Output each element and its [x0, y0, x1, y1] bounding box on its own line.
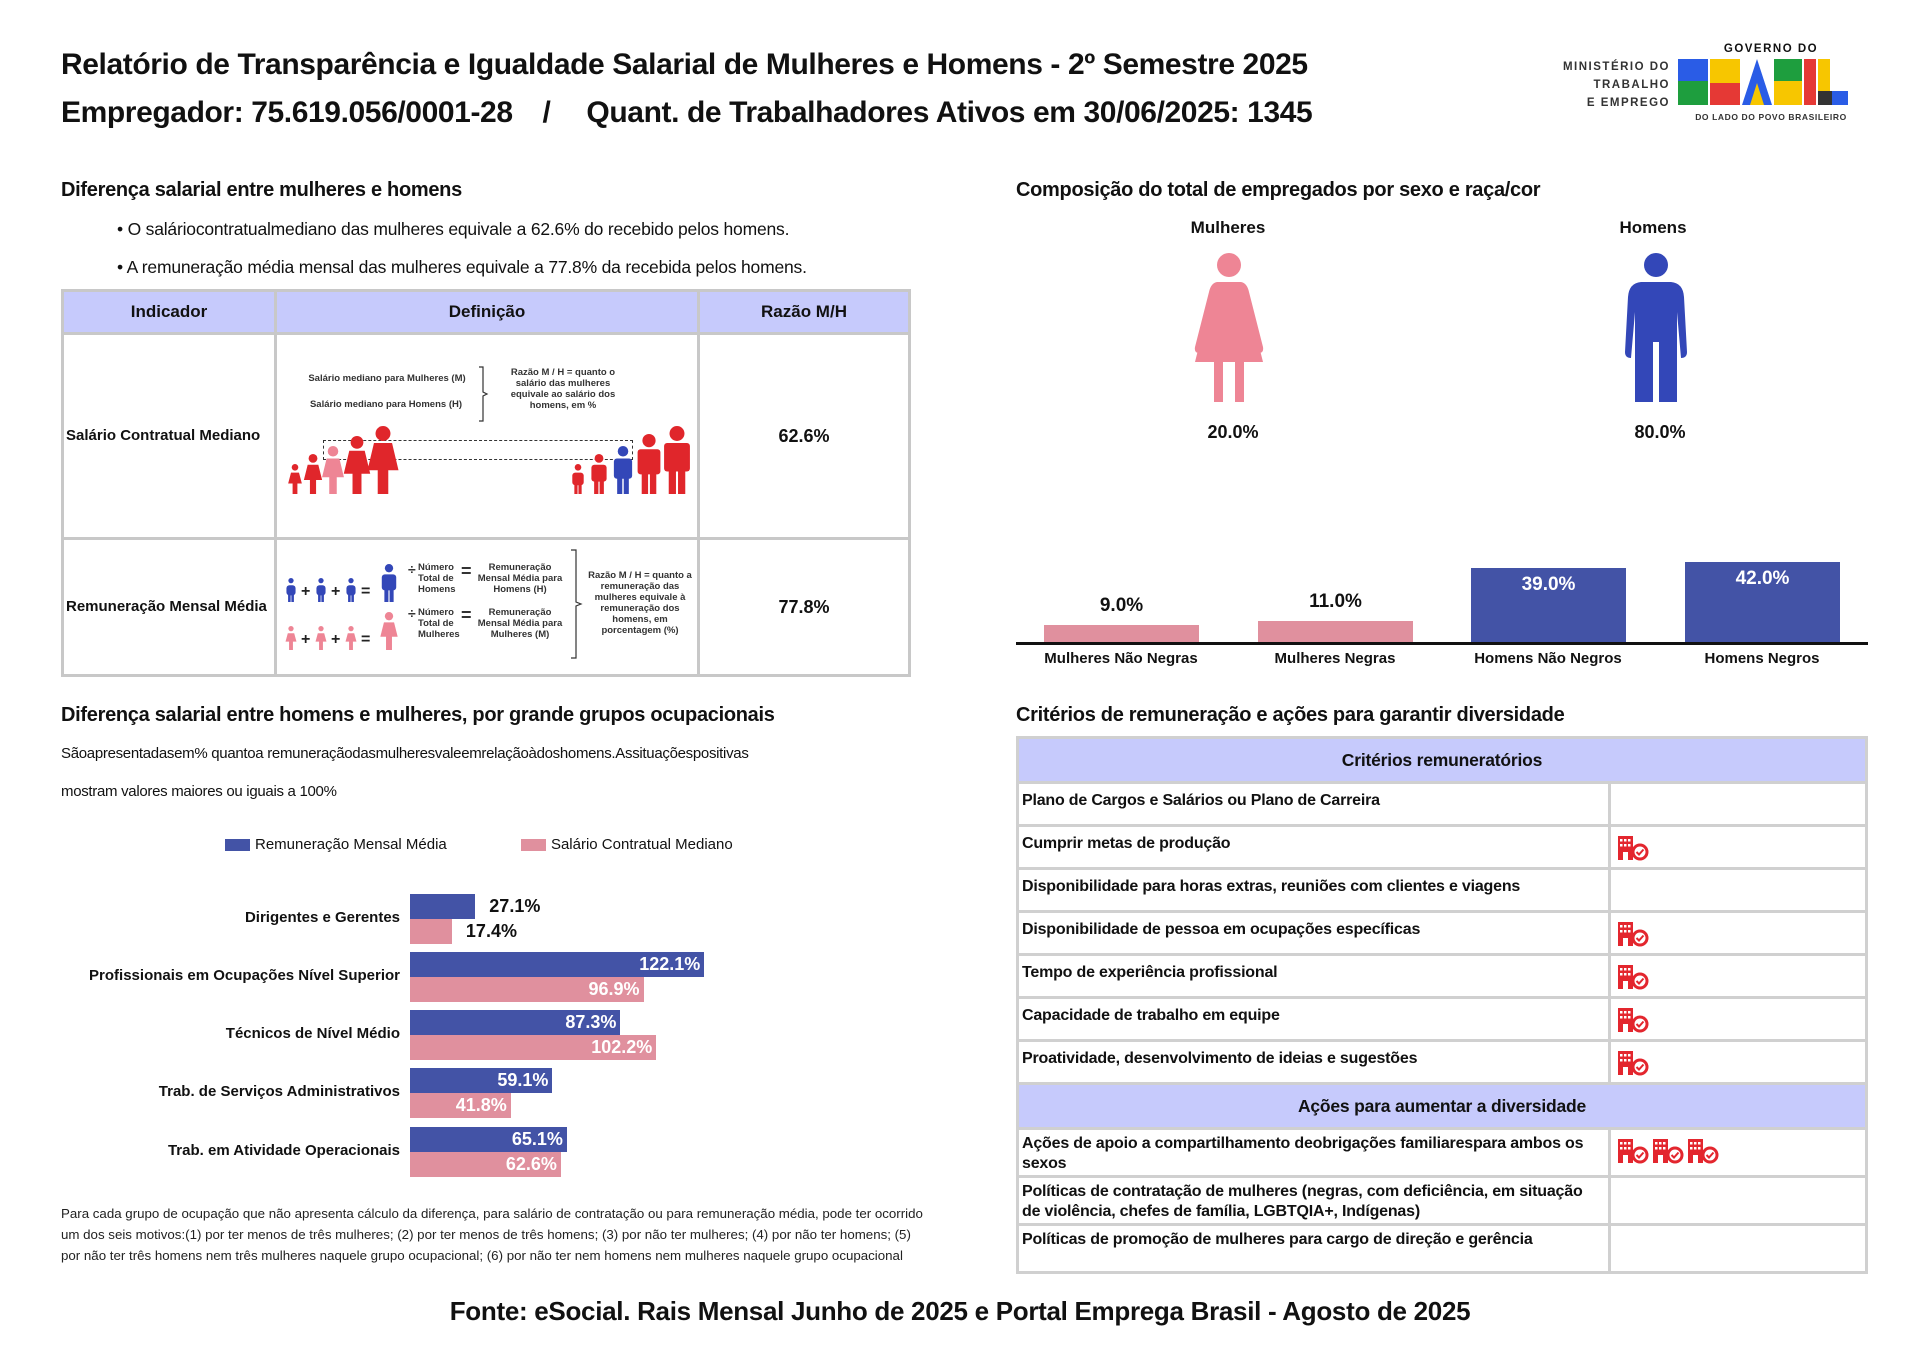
col-definition: Definição [276, 291, 699, 334]
people-figures-icon [283, 425, 697, 495]
ministry-line: TRABALHO [1593, 79, 1670, 91]
occupation-bar-label: 96.9% [588, 979, 640, 999]
table-row [1018, 1041, 1867, 1084]
man-icon [1623, 252, 1689, 402]
def-men-total: Número Total de Homens [418, 561, 456, 595]
active-workers: Quant. de Trabalhadores Ativos em 30/06/2025: 1345 [586, 96, 1313, 129]
race-bar-label: 9.0% [1099, 594, 1144, 616]
race-bar-label: 11.0% [1309, 591, 1362, 613]
ministry-logo-text [1520, 58, 1670, 112]
building-check-icon [1617, 921, 1649, 947]
building-check-icon [1617, 964, 1649, 990]
table-row [1018, 1129, 1867, 1177]
definition-average [276, 539, 699, 676]
brasil-logo-icon [1676, 55, 1866, 107]
def-women-median: Salário mediano para Mulheres (M) [308, 372, 466, 384]
criteria-table [1016, 736, 1868, 1274]
chart-baseline [1016, 642, 1868, 645]
svg-text:+: + [331, 630, 341, 648]
race-category-label: Mulheres Não Negras [1044, 650, 1198, 667]
indicator-label: Remuneração Mensal Média [63, 539, 276, 676]
occupation-bar-label: 65.1% [511, 1129, 563, 1149]
bullet-median: • O saláriocontratualmediano das mulheres equivale a 62.6% do recebido pelos homens. [117, 219, 790, 239]
divide-sign: ÷ [408, 604, 416, 621]
source-footer: Fonte: eSocial. Rais Mensal Junho de 2025 e Portal Emprega Brasil - Agosto de 2025 [449, 1296, 1471, 1326]
def-women-total: Número Total de Mulheres [418, 606, 460, 640]
criteria-heading: Critérios de remuneração e ações para garantir diversidade [1016, 704, 1565, 726]
occupation-label: Técnicos de Nível Médio [225, 1025, 400, 1042]
equals-sign: = [461, 560, 472, 581]
equals-sign: = [461, 604, 472, 625]
building-check-icon [1617, 1050, 1649, 1076]
table-row [1018, 998, 1867, 1041]
bullet-average: • A remuneração média mensal das mulheres equivale a 77.8% da recebida pelos homens. [117, 257, 807, 277]
table-row [63, 334, 910, 539]
building-check-icon [1617, 835, 1649, 861]
men-label: Homens [1619, 218, 1687, 237]
occupational-footnote: Para cada grupo de ocupação que não apresenta cálculo da diferença, para salário de contratação ou para remuneração média, pode ter ocorrido um dos seis motivos:(1) por ter menos de três mulheres; (2) por ter menos de três homens; (3) por não ter mulheres; (4) por não ter homens; (5) por não ter três homens nem três mulheres naquele grupo ocupacional; (6) por não ter nem homens nem mulheres naquele grupo ocupacional [61, 1206, 923, 1263]
building-check-icon [1652, 1138, 1684, 1164]
ratio-average: 77.8% [699, 539, 910, 676]
occupational-desc: mostram valores maiores ou iguais a 100% [61, 783, 337, 800]
table-row [1018, 783, 1867, 826]
occupation-bar-label: 17.4% [465, 921, 517, 941]
svg-text:+: + [301, 630, 311, 648]
race-bar [1258, 621, 1413, 642]
action-label: Políticas de contratação de mulheres (negras, com deficiência, em situação de violência, chefes de família, LGBTQIA+, Indígenas) [1018, 1177, 1610, 1225]
median-people-illustration [283, 425, 697, 495]
occupational-desc: Sãoapresentadasem% quantoa remuneraçãodasmulheresvaleemrelaçãoàdoshomens.Assituaçõespositivas [61, 745, 749, 762]
criteria-icons [1610, 826, 1867, 869]
criteria-label: Proatividade, desenvolvimento de ideias e sugestões [1018, 1041, 1610, 1084]
action-icons [1610, 1177, 1867, 1225]
def-ratio-text: Razão M / H = quanto a remuneração das mulheres equivale à remuneração dos homens, em porcentagem (%) [588, 569, 692, 636]
criteria-label: Disponibilidade de pessoa em ocupações específicas [1018, 912, 1610, 955]
indicator-table [61, 289, 911, 677]
table-row [63, 539, 910, 676]
occupation-bar-label: 41.8% [455, 1095, 507, 1115]
action-icons [1610, 1129, 1867, 1177]
people-sum-icon [281, 562, 411, 657]
criteria-icons [1610, 955, 1867, 998]
table-row [1018, 1225, 1867, 1273]
brace-icon [569, 548, 583, 660]
occupation-bar-label: 102.2% [591, 1037, 653, 1057]
legend-label: Remuneração Mensal Média [255, 836, 447, 853]
action-label: Ações de apoio a compartilhamento deobrigações familiarespara ambos os sexos [1018, 1129, 1610, 1177]
occupation-label: Trab. em Atividade Operacionais [167, 1142, 400, 1159]
occupation-label: Trab. de Serviços Administrativos [158, 1083, 400, 1100]
occupation-label: Profissionais em Ocupações Nível Superior [89, 967, 400, 984]
criteria-icons [1610, 1041, 1867, 1084]
report-title: Relatório de Transparência e Igualdade Salarial de Mulheres e Homens - 2º Semestre 2025 [61, 48, 1308, 81]
race-category-label: Homens Negros [1704, 650, 1820, 667]
occupation-bar [410, 919, 452, 944]
occupation-bar-label: 27.1% [489, 896, 541, 916]
ministry-line: E EMPREGO [1586, 97, 1670, 109]
chart-legend [225, 836, 733, 853]
criteria-label: Plano de Cargos e Salários ou Plano de Carreira [1018, 783, 1610, 826]
building-check-icon [1687, 1138, 1719, 1164]
woman-icon [1193, 252, 1265, 404]
def-ratio-text: Razão M / H = quanto o salário das mulheres equivale ao salário dos homens, em % [510, 366, 616, 411]
legend-item-median [521, 836, 733, 853]
table-row [1018, 955, 1867, 998]
gov-slogan: DO LADO DO POVO BRASILEIRO [1695, 112, 1847, 122]
def-men-average: Remuneração Mensal Média para Homens (H) [477, 561, 563, 595]
separator: / [542, 96, 551, 129]
occupation-bar [410, 894, 475, 919]
occupation-label: Dirigentes e Gerentes [244, 909, 400, 926]
average-people-illustration [281, 562, 411, 657]
criteria-label: Disponibilidade para horas extras, reuniões com clientes e viagens [1018, 869, 1610, 912]
svg-text:+: + [331, 582, 341, 600]
table-row [1018, 826, 1867, 869]
occupation-bar-label: 87.3% [565, 1012, 617, 1032]
legend-item-average [225, 836, 447, 853]
divide-sign: ÷ [408, 560, 416, 577]
race-category-label: Homens Não Negros [1474, 650, 1622, 667]
brace-icon [477, 365, 489, 423]
action-icons [1610, 1225, 1867, 1273]
section-title: Critérios remuneratórios [1018, 738, 1867, 783]
gov-brasil-logo [1676, 43, 1866, 122]
definition-median [276, 334, 699, 539]
criteria-section-header [1018, 738, 1867, 783]
action-label: Políticas de promoção de mulheres para cargo de direção e gerência [1018, 1225, 1610, 1273]
criteria-icons [1610, 869, 1867, 912]
occupation-bar-label: 122.1% [639, 954, 701, 974]
composition-heading: Composição do total de empregados por sexo e raça/cor [1016, 179, 1541, 201]
table-row [1018, 912, 1867, 955]
building-check-icon [1617, 1138, 1649, 1164]
men-percent: 80.0% [1634, 422, 1686, 442]
building-check-icon [1617, 1007, 1649, 1033]
col-ratio: Razão M/H [699, 291, 910, 334]
criteria-icons [1610, 783, 1867, 826]
svg-text:+: + [301, 582, 311, 600]
race-bar-label: 39.0% [1521, 573, 1576, 595]
criteria-label: Capacidade de trabalho em equipe [1018, 998, 1610, 1041]
women-percent: 20.0% [1207, 422, 1259, 442]
gov-top-text: GOVERNO DO [1723, 43, 1819, 55]
employer-line [61, 96, 1312, 130]
criteria-icons [1610, 912, 1867, 955]
criteria-label: Tempo de experiência profissional [1018, 955, 1610, 998]
svg-text:=: = [361, 630, 371, 648]
legend-swatch [225, 839, 250, 851]
ratio-median: 62.6% [699, 334, 910, 539]
women-label: Mulheres [1190, 218, 1266, 237]
table-row [1018, 1177, 1867, 1225]
table-row [1018, 869, 1867, 912]
indicator-label: Salário Contratual Mediano [63, 334, 276, 539]
criteria-icons [1610, 998, 1867, 1041]
def-women-average: Remuneração Mensal Média para Mulheres (M) [477, 606, 563, 640]
occupation-bar-label: 62.6% [505, 1154, 557, 1174]
race-bar-label: 42.0% [1735, 568, 1790, 590]
col-indicator: Indicador [63, 291, 276, 334]
legend-label: Salário Contratual Mediano [550, 836, 733, 853]
actions-section-header [1018, 1084, 1867, 1129]
def-men-median: Salário mediano para Homens (H) [309, 398, 463, 410]
race-category-label: Mulheres Negras [1274, 650, 1396, 667]
svg-text:=: = [361, 582, 371, 600]
occupation-bar-label: 59.1% [497, 1070, 549, 1090]
legend-swatch [521, 839, 546, 851]
employer-id: Empregador: 75.619.056/0001-28 [61, 96, 513, 129]
criteria-label: Cumprir metas de produção [1018, 826, 1610, 869]
ministry-line: MINISTÉRIO DO [1562, 61, 1670, 73]
race-bar [1044, 625, 1199, 642]
occupational-heading: Diferença salarial entre homens e mulheres, por grande grupos ocupacionais [61, 704, 775, 726]
salary-gap-heading: Diferença salarial entre mulheres e homens [61, 179, 462, 201]
section-title: Ações para aumentar a diversidade [1018, 1084, 1867, 1129]
